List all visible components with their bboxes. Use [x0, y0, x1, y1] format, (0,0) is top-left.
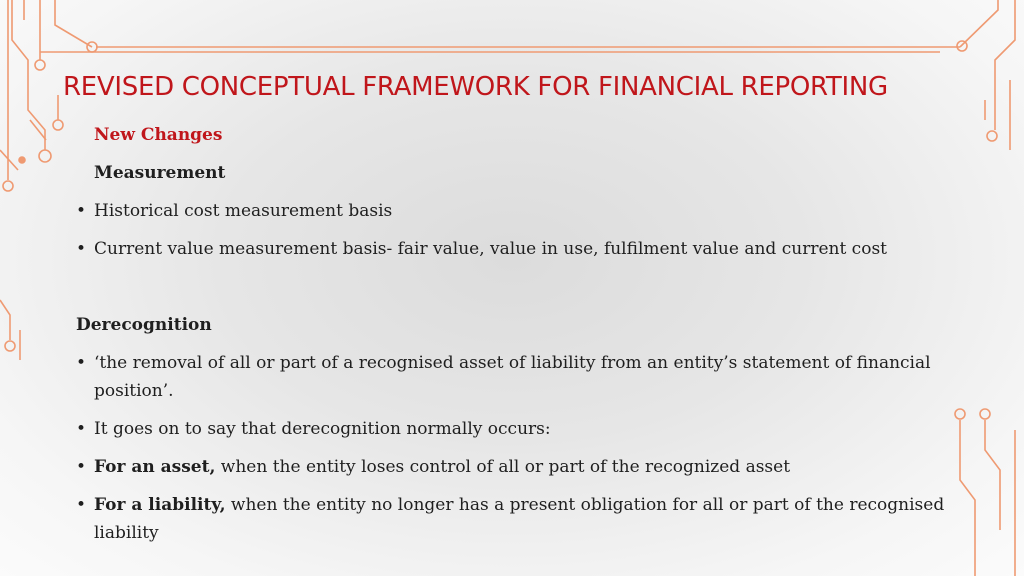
measurement-heading: Measurement	[94, 163, 226, 183]
list-item	[76, 415, 956, 443]
derecognition-asset	[94, 453, 956, 481]
asset-text: when the entity loses control of all or part of the recognized asset	[215, 457, 791, 477]
measurement-bullet-2: Current value measurement basis- fair value, value in use, fulfilment value and current cost	[94, 239, 887, 259]
bullet-icon: •	[76, 495, 87, 515]
list-item	[76, 349, 956, 405]
subheading-new-changes: New Changes	[94, 125, 223, 145]
measurement-bullet-1: Historical cost measurement basis	[94, 201, 393, 221]
slide-content	[76, 121, 956, 547]
slide-title: REVISED CONCEPTUAL FRAMEWORK FOR FINANCIAL REPORTING	[63, 72, 888, 102]
list-item	[76, 491, 956, 547]
derecognition-liability	[94, 491, 956, 547]
derecognition-definition: ‘the removal of all or part of a recognised asset of liability from an entity’s statement of financial position’.	[94, 353, 931, 401]
bullet-icon: •	[76, 353, 87, 373]
bullet-icon: •	[76, 201, 87, 221]
list-item	[76, 197, 956, 225]
list-item	[76, 235, 956, 263]
bullet-icon: •	[76, 457, 87, 477]
derecognition-intro: It goes on to say that derecognition normally occurs:	[94, 419, 551, 439]
asset-label: For an asset,	[94, 457, 216, 477]
derecognition-heading: Derecognition	[76, 315, 212, 335]
bullet-icon: •	[76, 419, 87, 439]
liability-text: when the entity no longer has a present obligation for all or part of the recognised liability	[94, 495, 945, 543]
liability-label: For a liability,	[94, 495, 226, 515]
list-item	[76, 453, 956, 481]
bullet-icon: •	[76, 239, 87, 259]
